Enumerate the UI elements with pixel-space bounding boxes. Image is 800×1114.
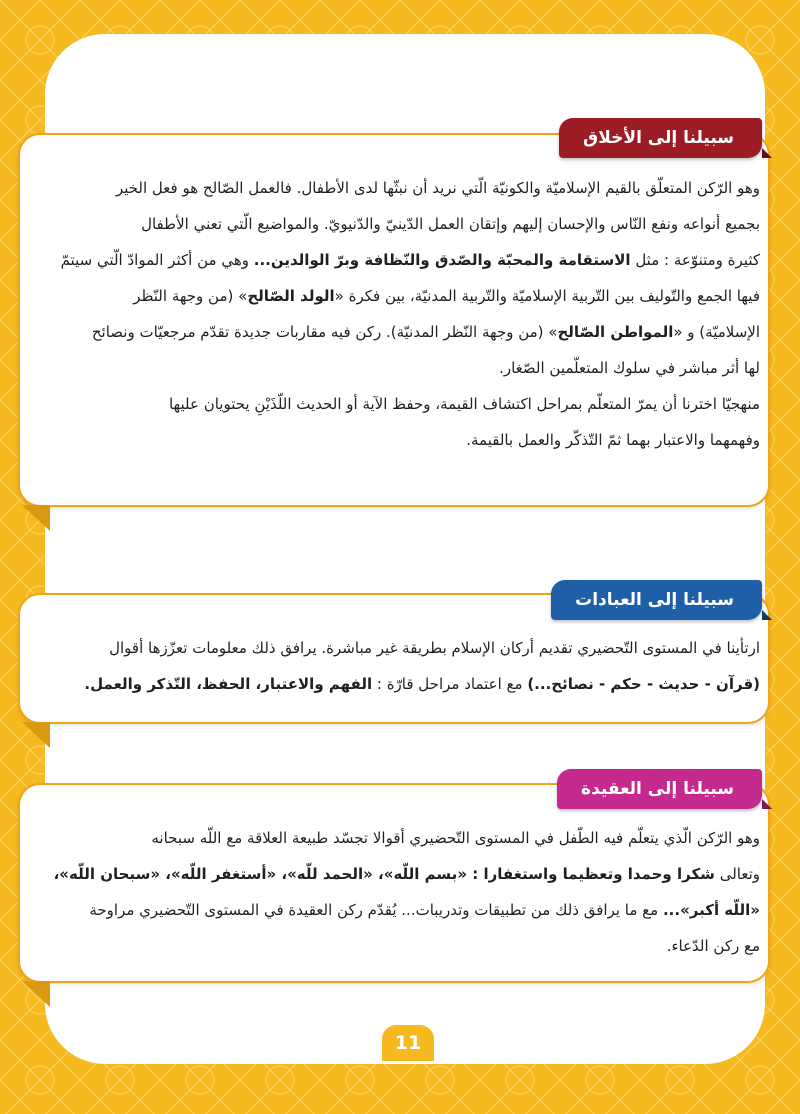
bold-text: «اللّه أكبر»... <box>662 901 760 919</box>
text-line: وهو الرّكن المتعلّق بالقيم الإسلاميّة والكونيّة الّتي نريد أن نبثّها لدى الأطفال. فالعمل الصّالح هو فعل الخير <box>115 179 760 197</box>
bold-text: (قرآن - حديث - حكم - نصائح...) <box>527 675 760 693</box>
section-tab-aqida: سبيلنا إلى العقيدة <box>557 769 762 809</box>
bold-text: الاستقامة والمحبّة والصّدق والنّظافة وبرّ الوالدين... <box>253 251 631 269</box>
bold-text: الفهم والاعتبار، الحفظ، التّذكر والعمل. <box>84 675 373 693</box>
text-line: كثيرة ومتنوّعة : مثل الاستقامة والمحبّة والصّدق والنّظافة وبرّ الوالدين... وهي من أكثر الموادّ الّتي سيتمّ <box>60 251 760 269</box>
text-line: ارتأينا في المستوى التّحضيري تقديم أركان الإسلام بطريقة غير مباشرة. يرافق ذلك معلومات تعزّزها أقوال <box>109 639 760 657</box>
section-text-aqida <box>40 820 760 964</box>
text-line: مع ركن الدّعاء. <box>666 937 760 955</box>
text-line: (قرآن - حديث - حكم - نصائح...) مع اعتماد مراحل قارّة : الفهم والاعتبار، الحفظ، التّذكر والعمل. <box>84 675 760 693</box>
section-text-ibadat <box>40 630 760 702</box>
text-line: وفهمهما والاعتبار بهما ثمّ التّذكّر والعمل بالقيمة. <box>466 431 760 449</box>
bold-text: شكرا وحمدا وتعظيما واستغفارا : «بسم اللّه»، «الحمد للّه»، «أستغفر اللّه»، «سبحان اللّه»، <box>53 865 715 883</box>
section-tab-akhlaq: سبيلنا إلى الأخلاق <box>559 118 762 158</box>
text-line: فيها الجمع والتّوليف بين التّربية الإسلاميّة والتّربية المدنيّة، بين فكرة «الولد الصّالح» (من وجهة النّظر <box>133 287 760 305</box>
text-line: بجميع أنواعه ونفع النّاس والإحسان إليهم وإتقان العمل الدّينيّ والدّنيويّ. والمواضيع الّتي تعني الأطفال <box>141 215 760 233</box>
text-line: لها أثر مباشر في سلوك المتعلّمين الصّغار. <box>499 359 760 377</box>
text-line: وتعالى شكرا وحمدا وتعظيما واستغفارا : «بسم اللّه»، «الحمد للّه»، «أستغفر اللّه»، «سبحان اللّه»، <box>53 865 760 883</box>
section-text-akhlaq <box>40 170 760 458</box>
text-line: منهجيّا اخترنا أن يمرّ المتعلّم بمراحل اكتشاف القيمة، وحفظ الآية أو الحديث اللّذَيْنِ يحتويان عليها <box>169 395 760 413</box>
page-number: 11 <box>382 1025 434 1061</box>
section-tab-ibadat: سبيلنا إلى العبادات <box>551 580 762 620</box>
bold-text: الولد الصّالح <box>247 287 335 305</box>
text-line: الإسلاميّة) و «المواطن الصّالح» (من وجهة النّظر المدنيّة). ركن فيه مقاربات جديدة تقدّم مرجعيّات ونصائح <box>91 323 760 341</box>
text-line: وهو الرّكن الّذي يتعلّم فيه الطّفل في المستوى التّحضيري أقوالا تجسّد طبيعة العلاقة مع اللّه سبحانه <box>151 829 760 847</box>
bold-text: المواطن الصّالح <box>557 323 674 341</box>
text-line: «اللّه أكبر»... مع ما يرافق ذلك من تطبيقات وتدريبات... يُقدّم ركن العقيدة في المستوى التّحضيري مراوحة <box>89 901 760 919</box>
